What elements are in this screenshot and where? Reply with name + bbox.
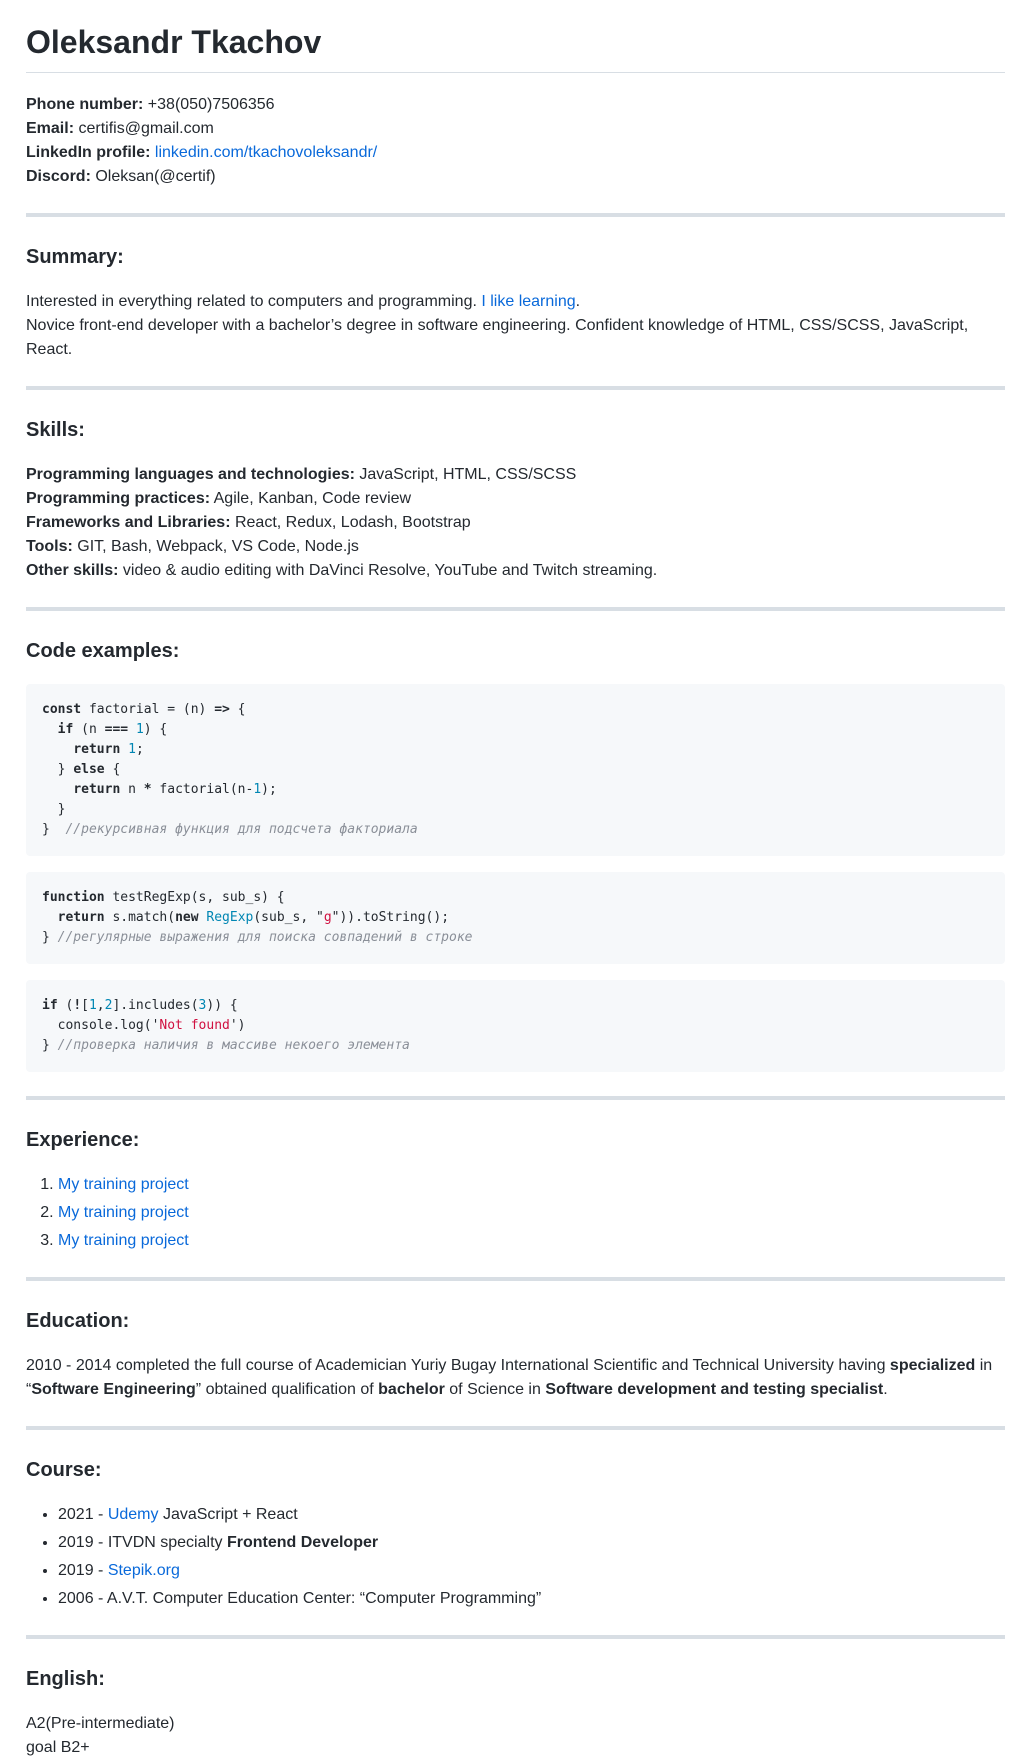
skills-list bbox=[26, 463, 1005, 583]
edu-text: of Science in bbox=[444, 1381, 546, 1398]
edu-bold: bachelor bbox=[378, 1381, 445, 1398]
english-heading: English: bbox=[26, 1668, 105, 1690]
course-text: 2019 - bbox=[58, 1562, 108, 1579]
edu-bold: Software development and testing specialist bbox=[545, 1381, 884, 1398]
contacts bbox=[26, 93, 1005, 189]
experience-heading: Experience: bbox=[26, 1129, 140, 1151]
linkedin-row bbox=[26, 141, 1005, 165]
phone-value: +38(050)7506356 bbox=[147, 96, 275, 113]
summary-period: . bbox=[575, 293, 581, 310]
edu-bold: Software Engineering bbox=[31, 1381, 196, 1398]
experience-list bbox=[26, 1173, 1005, 1253]
linkedin-link[interactable]: linkedin.com/tkachovoleksandr/ bbox=[154, 144, 378, 161]
email-row bbox=[26, 117, 1005, 141]
skills-heading: Skills: bbox=[26, 419, 85, 441]
list-item bbox=[58, 1503, 1005, 1527]
list-item bbox=[58, 1531, 1005, 1555]
course-text: 2019 - ITVDN specialty bbox=[58, 1534, 227, 1551]
skill-row bbox=[26, 535, 1005, 559]
summary-text: Interested in everything related to computers and programming. bbox=[26, 293, 477, 310]
edu-text: 2010 - 2014 completed the full course of Academician Yuriy Bugay International Scientific and Technical University having bbox=[26, 1357, 890, 1374]
skill-value: video & audio editing with DaVinci Resolve, YouTube and Twitch streaming. bbox=[118, 562, 658, 579]
email-value: certifis@gmail.com bbox=[78, 120, 214, 137]
divider bbox=[26, 1426, 1005, 1430]
skill-value: JavaScript, HTML, CSS/SCSS bbox=[354, 466, 577, 483]
course-bold: Frontend Developer bbox=[226, 1534, 379, 1551]
skill-row bbox=[26, 511, 1005, 535]
list-item bbox=[58, 1201, 1005, 1225]
english-goal: goal B2+ bbox=[26, 1739, 90, 1756]
summary-heading: Summary: bbox=[26, 246, 124, 268]
code-heading: Code examples: bbox=[26, 640, 180, 662]
divider bbox=[26, 1096, 1005, 1100]
skill-label: Frameworks and Libraries: bbox=[26, 514, 231, 531]
linkedin-label: LinkedIn profile: bbox=[26, 144, 151, 161]
project-link[interactable]: My training project bbox=[58, 1232, 189, 1249]
skill-row bbox=[26, 487, 1005, 511]
edu-bold: specialized bbox=[889, 1357, 976, 1374]
list-item bbox=[58, 1173, 1005, 1197]
skill-value: React, Redux, Lodash, Bootstrap bbox=[230, 514, 471, 531]
skill-label: Programming practices: bbox=[26, 490, 211, 507]
skill-label: Other skills: bbox=[26, 562, 119, 579]
divider bbox=[26, 1635, 1005, 1639]
education-text bbox=[26, 1354, 1005, 1402]
skill-row bbox=[26, 559, 1005, 583]
summary-line-1 bbox=[26, 290, 1005, 314]
course-list bbox=[26, 1503, 1005, 1611]
divider bbox=[26, 607, 1005, 611]
stepik-link[interactable]: Stepik.org bbox=[107, 1562, 180, 1579]
education-heading: Education: bbox=[26, 1310, 130, 1332]
discord-row bbox=[26, 165, 1005, 189]
list-item bbox=[58, 1229, 1005, 1253]
edu-text: in “ bbox=[26, 1357, 993, 1398]
skill-label: Programming languages and technologies: bbox=[26, 466, 355, 483]
skill-row bbox=[26, 463, 1005, 487]
code-block-regexp: function testRegExp(s, sub_s) { return s.match(new RegExp(sub_s, "g")).toString(); } //регулярные выражения для поиска совпадений в строке bbox=[26, 872, 1005, 964]
edu-text: ” obtained qualification of bbox=[195, 1381, 379, 1398]
skill-value: GIT, Bash, Webpack, VS Code, Node.js bbox=[72, 538, 359, 555]
skill-label: Tools: bbox=[26, 538, 73, 555]
course-text: 2006 - A.V.T. Computer Education Center: “Computer Programming” bbox=[58, 1590, 542, 1607]
discord-value: Oleksan(@certif) bbox=[95, 168, 216, 185]
phone-row bbox=[26, 93, 1005, 117]
course-heading: Course: bbox=[26, 1459, 102, 1481]
summary-line-2: Novice front-end developer with a bachelor’s degree in software engineering. Confident knowledge of HTML, CSS/SCSS, JavaScript, React. bbox=[26, 317, 969, 358]
english-level: A2(Pre-intermediate) bbox=[26, 1715, 175, 1732]
learning-link[interactable]: I like learning bbox=[481, 293, 576, 310]
project-link[interactable]: My training project bbox=[58, 1204, 189, 1221]
udemy-link[interactable]: Udemy bbox=[107, 1506, 159, 1523]
edu-text: . bbox=[883, 1381, 888, 1398]
divider bbox=[26, 386, 1005, 390]
list-item bbox=[58, 1559, 1005, 1583]
divider bbox=[26, 1277, 1005, 1281]
skill-value: Agile, Kanban, Code review bbox=[210, 490, 412, 507]
discord-label: Discord: bbox=[26, 168, 91, 185]
code-block-factorial: const factorial = (n) => { if (n === 1) { return 1; } else { return n * factorial(n-1); } } //рекурсивная функция для подсчета факториала bbox=[26, 684, 1005, 856]
course-text: 2021 - bbox=[58, 1506, 108, 1523]
project-link[interactable]: My training project bbox=[58, 1176, 189, 1193]
list-item bbox=[58, 1587, 1005, 1611]
email-label: Email: bbox=[26, 120, 75, 137]
divider bbox=[26, 213, 1005, 217]
course-text: JavaScript + React bbox=[158, 1506, 298, 1523]
code-block-includes: if (![1,2].includes(3)) { console.log('Not found') } //проверка наличия в массиве некоего элемента bbox=[26, 980, 1005, 1072]
phone-label: Phone number: bbox=[26, 96, 144, 113]
page-title: Oleksandr Tkachov bbox=[26, 22, 1005, 73]
